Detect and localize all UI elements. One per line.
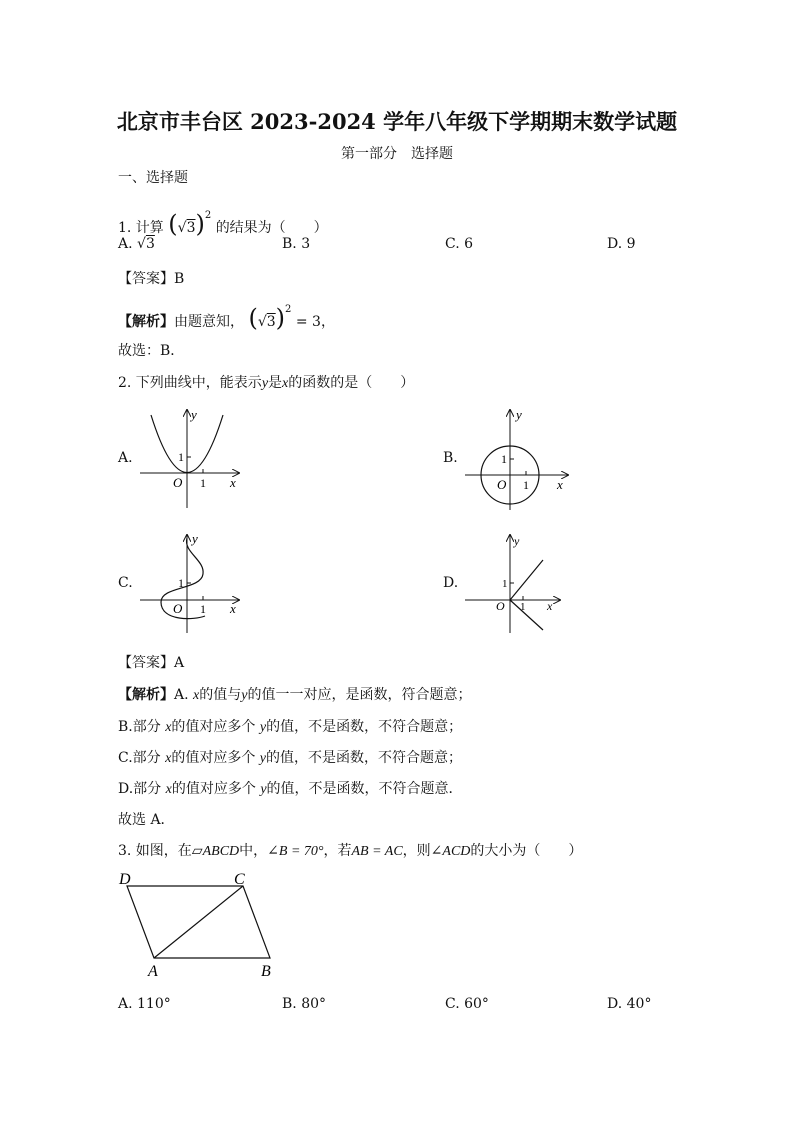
q2-answer: 【答案】A (118, 655, 185, 671)
q3-stem-c: ，若 (323, 843, 352, 859)
page-title: 北京市丰台区 2023-2024 学年八年级下学期期末数学试题 (116, 109, 678, 134)
q2-e4-b: 的值对应多个 (171, 781, 261, 797)
unit-x-label: 1 (523, 478, 529, 492)
q1-stem-prefix: 1. 计算 (118, 220, 164, 236)
q2-var-y: y (261, 376, 269, 391)
upper-ray (510, 560, 543, 600)
q1-explain-close-paren: ) (275, 304, 286, 332)
unit-y-label: 1 (178, 576, 184, 590)
q2-graph-b (460, 405, 575, 510)
q2-explain-line-2 (118, 716, 462, 736)
q2-e4-a: D.部分 (118, 781, 166, 797)
origin-label: O (173, 475, 183, 490)
q2-graph-d (460, 530, 575, 635)
q2-stem-c: 的函数的是（ ） (288, 375, 415, 391)
q1-radicand: 3 (186, 220, 196, 236)
axis-x-label: x (557, 477, 563, 492)
q1-explain-label: 【解析】 (118, 314, 174, 330)
q1-explain-radicand: 3 (266, 314, 276, 330)
q3-option-c: C. 60° (445, 996, 489, 1012)
q1-explain-open-paren: ( (248, 304, 258, 332)
q2-e1-a: A. (174, 687, 194, 703)
q2-graph-b-label: B. (443, 450, 458, 466)
vertex-b: B (261, 963, 271, 980)
q2-e2-y: y (259, 720, 267, 735)
axis-x-label: x (230, 475, 236, 490)
q2-e2-c: 的值，不是函数，不符合题意； (266, 719, 463, 735)
diagonal-ac (154, 886, 243, 958)
axis-y-label: y (514, 534, 520, 548)
q3-stem-e: 的大小为（ ） (470, 843, 583, 859)
q1-conclusion: 故选：B． (118, 343, 185, 359)
q2-e3-b: 的值对应多个 (171, 750, 260, 766)
q2-graph-c-label: C. (118, 575, 133, 591)
q2-stem (118, 372, 414, 392)
unit-x-label: 1 (200, 476, 206, 490)
q2-stem-a: 2. 下列曲线中，能表示 (118, 375, 262, 391)
q1-stem-suffix: 的结果为（ ） (215, 220, 328, 236)
q3-parallelogram-figure (115, 866, 290, 981)
q3-name: ABCD (202, 844, 240, 859)
q2-stem-b: 是 (268, 375, 283, 391)
origin-label: O (497, 477, 507, 492)
parallelogram-symbol: ▱ (191, 843, 203, 859)
section-heading: 一、选择题 (118, 170, 188, 186)
q2-graph-a (135, 405, 250, 510)
unit-x-label: 1 (200, 602, 206, 616)
q2-e2-b: 的值对应多个 (171, 719, 260, 735)
q1-exponent: 2 (204, 210, 212, 222)
q1-explain-result: = 3， (295, 314, 335, 330)
origin-label: O (496, 599, 505, 613)
q2-explain-line-1 (118, 684, 471, 704)
q3-stem-a: 3. 如图，在 (118, 843, 192, 859)
q2-e4-c: 的值，不是函数，不符合题意． (266, 781, 463, 797)
q2-var-x: x (282, 376, 289, 391)
axis-x-label: x (230, 601, 236, 616)
q2-e3-a: C.部分 (118, 750, 166, 766)
q2-graph-d-label: D. (443, 575, 459, 591)
unit-x-label: 1 (520, 601, 526, 613)
q2-explain-line-3 (118, 747, 462, 767)
unit-y-label: 1 (502, 578, 508, 590)
q3-eq: AB = AC (351, 844, 403, 859)
q1-option-a-value: √3 (137, 236, 155, 252)
q2-e3-x: x (165, 751, 172, 766)
q2-e4-y: y (260, 782, 267, 797)
q3-stem-d: ，则 (402, 843, 431, 859)
q1-close-paren: ) (195, 210, 205, 238)
unit-y-label: 1 (501, 452, 507, 466)
q1-sqrt-symbol: √ (177, 220, 187, 236)
q2-e3-y: y (259, 751, 267, 766)
q1-option-a (118, 236, 155, 252)
q3-stem-b: 中， (239, 843, 268, 859)
q1-option-a-radicand: 3 (145, 236, 155, 252)
q1-option-d: D. 9 (607, 236, 636, 252)
q2-graph-c (135, 530, 250, 635)
q2-e4-x: x (165, 782, 172, 797)
vertex-d: D (119, 871, 131, 888)
q1-answer: 【答案】B (118, 271, 185, 287)
q2-graph-a-label: A. (118, 450, 133, 466)
vertex-a: A (148, 963, 158, 980)
q2-e2-a: B.部分 (118, 719, 166, 735)
q3-option-d: D. 40° (607, 996, 652, 1012)
axis-y-label: y (192, 531, 198, 546)
q1-option-c: C. 6 (445, 236, 474, 252)
q3-stem (118, 840, 582, 860)
q3-angle2: ∠ACD (430, 844, 471, 859)
origin-label: O (173, 601, 183, 616)
q1-open-paren: ( (168, 210, 178, 238)
q1-option-b: B. 3 (282, 236, 311, 252)
q2-explain-label: 【解析】 (118, 687, 174, 703)
q1-explanation (118, 304, 335, 332)
q3-option-b: B. 80° (282, 996, 327, 1012)
q3-angle: ∠B = 70° (267, 844, 324, 859)
unit-y-label: 1 (178, 450, 184, 464)
q2-e3-c: 的值，不是函数，不符合题意； (266, 750, 463, 766)
lower-ray (510, 600, 543, 630)
q2-conclusion: 故选 A． (118, 812, 175, 828)
q1-explain-exponent: 2 (285, 304, 292, 316)
q1-explain-sqrt: √ (257, 314, 267, 330)
q2-e2-x: x (165, 720, 172, 735)
part-heading: 第一部分 选择题 (341, 146, 453, 162)
q3-option-a: A. 110° (118, 996, 171, 1012)
axis-y-label: y (516, 407, 522, 422)
q2-e1-b: 的值与 (199, 687, 242, 703)
q1-stem (118, 210, 328, 238)
q2-e1-y: y (241, 688, 248, 703)
axis-y-label: y (191, 407, 197, 422)
q2-e1-x: x (193, 688, 200, 703)
axis-x-label: x (547, 599, 553, 613)
vertex-c: C (234, 871, 245, 888)
q1-option-a-label: A. (118, 236, 133, 252)
q2-explain-line-4 (118, 778, 463, 798)
q1-explain-text: 由题意知， (174, 314, 244, 330)
q2-e1-c: 的值一一对应，是函数，符合题意； (247, 687, 472, 703)
